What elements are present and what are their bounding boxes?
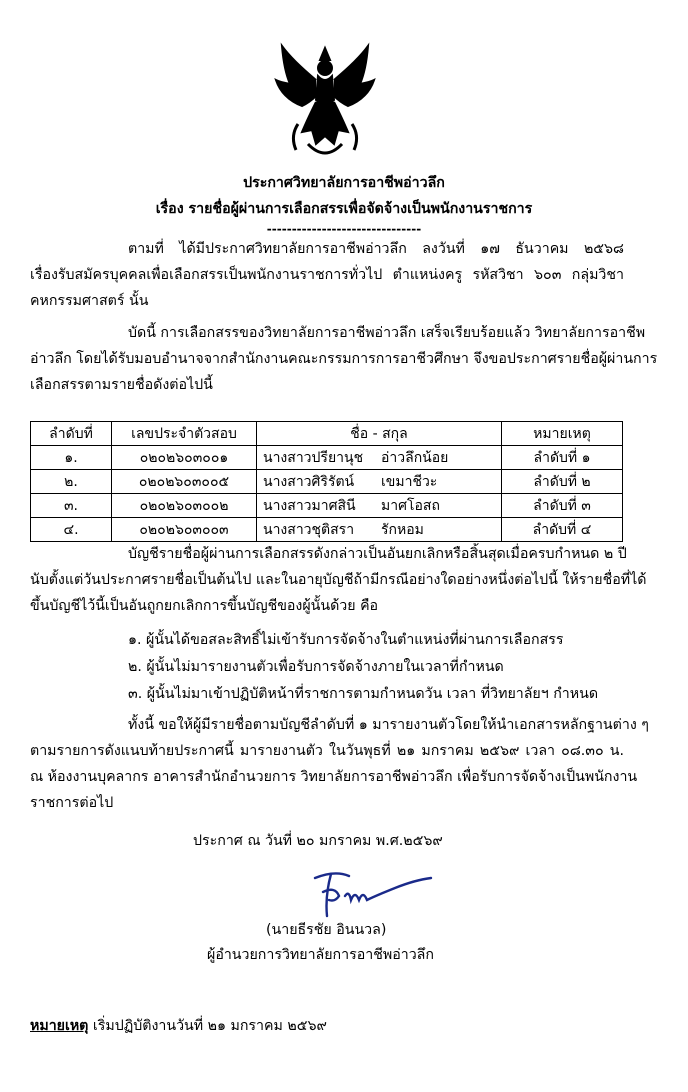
- paragraph-4-line-2: ตามรายการดังแนบท้ายประกาศนี้ มารายงานตัว ในวันพุธที่ ๒๑ มกราคม ๒๕๖๙ เวลา ๐๘.๓๐ น.: [30, 743, 624, 759]
- table-row: [31, 470, 623, 494]
- row-last-name: อ่าวลึกน้อย: [381, 449, 449, 466]
- row-exam-id: ๐๒๐๒๖๐๓๐๐๑: [112, 446, 257, 470]
- row-first-name: นางสาวปรียานุช: [263, 449, 364, 466]
- paragraph-2-line-2: อ่าวลึก โดยได้รับมอบอำนาจจากสำนักงานคณะกรรมการการอาชีวศึกษา จึงขอประกาศรายชื่อผู้ผ่านการ: [30, 351, 658, 367]
- condition-1: ๑. ผู้นั้นได้ขอสละสิทธิ์ไม่เข้ารับการจัดจ้างในตำแหน่งที่ผ่านการเลือกสรร: [128, 632, 564, 648]
- signer-position: ผู้อำนวยการวิทยาลัยการอาชีพอ่าวลึก: [207, 947, 434, 963]
- announce-date: ประกาศ ณ วันที่ ๒๐ มกราคม พ.ศ.๒๕๖๙: [193, 833, 443, 849]
- row-name: [257, 446, 502, 470]
- row-last-name: มาศโอสถ: [381, 497, 440, 514]
- row-name: [257, 518, 502, 542]
- row-first-name: นางสาวชุติสรา: [263, 521, 355, 538]
- signature-icon: [305, 866, 435, 922]
- row-exam-id: ๐๒๐๒๖๐๓๐๐๒: [112, 494, 257, 518]
- paragraph-3-line-2: นับตั้งแต่วันประกาศรายชื่อเป็นต้นไป และในอายุบัญชีถ้ามีกรณีอย่างใดอย่างหนึ่งต่อไปนี้ ให้รายชื่อที่ได้: [30, 572, 647, 588]
- table-row: [31, 518, 623, 542]
- row-order: ๑.: [31, 446, 112, 470]
- announcement-title: ประกาศวิทยาลัยการอาชีพอ่าวลึก: [243, 175, 445, 191]
- paragraph-1-line-2: เรื่องรับสมัครบุคคลเพื่อเลือกสรรเป็นพนักงานราชการทั่วไป ตำแหน่งครู รหัสวิชา ๖๐๓ กลุ่มวิชา: [30, 267, 624, 283]
- footnote-text: เริ่มปฏิบัติงานวันที่ ๒๑ มกราคม ๒๕๖๙: [88, 1018, 327, 1034]
- column-header-name: ชื่อ - สกุล: [257, 422, 502, 446]
- column-header-note: หมายเหตุ: [502, 422, 623, 446]
- title-separator: -------------------------------: [266, 222, 422, 236]
- paragraph-2-line-3: เลือกสรรตามรายชื่อดังต่อไปนี้: [30, 377, 213, 393]
- paragraph-3-line-3: ขึ้นบัญชีไว้นี้เป็นอันถูกยกเลิกการขึ้นบัญชีของผู้นั้นด้วย คือ: [30, 598, 379, 614]
- paragraph-4-line-4: ราชการต่อไป: [30, 795, 114, 811]
- row-order: ๓.: [31, 494, 112, 518]
- paragraph-1-line-1: ตามที่ ได้มีประกาศวิทยาลัยการอาชีพอ่าวลึก ลงวันที่ ๑๗ ธันวาคม ๒๕๖๘: [128, 241, 624, 257]
- row-order: ๒.: [31, 470, 112, 494]
- candidate-table: [30, 421, 623, 542]
- condition-2: ๒. ผู้นั้นไม่มารายงานตัวเพื่อรับการจัดจ้างภายในเวลาที่กำหนด: [128, 659, 504, 675]
- row-last-name: เขมาชีวะ: [381, 473, 438, 490]
- paragraph-1-line-3: คหกรรมศาสตร์ นั้น: [30, 293, 149, 309]
- row-name: [257, 470, 502, 494]
- table-row: [31, 446, 623, 470]
- row-note: ลำดับที่ ๓: [502, 494, 623, 518]
- paragraph-4-line-1: ทั้งนี้ ขอให้ผู้มีรายชื่อตามบัญชีลำดับที่ ๑ มารายงานตัวโดยให้นำเอกสารหลักฐานต่าง ๆ: [128, 717, 649, 733]
- paragraph-4-line-3: ณ ห้องงานบุคลากร อาคารสำนักอำนวยการ วิทยาลัยการอาชีพอ่าวลึก เพื่อรับการจัดจ้างเป็นพนักงาน: [30, 769, 638, 785]
- row-name: [257, 494, 502, 518]
- row-first-name: นางสาวศิริรัตน์: [263, 473, 355, 490]
- row-first-name: นางสาวมาศสินี: [263, 497, 356, 514]
- row-exam-id: ๐๒๐๒๖๐๓๐๐๓: [112, 518, 257, 542]
- row-last-name: รักหอม: [381, 521, 424, 538]
- table-header-row: [31, 422, 623, 446]
- row-order: ๔.: [31, 518, 112, 542]
- footnote: [30, 1013, 327, 1039]
- row-exam-id: ๐๒๐๒๖๐๓๐๐๕: [112, 470, 257, 494]
- condition-3: ๓. ผู้นั้นไม่มาเข้าปฏิบัติหน้าที่ราชการตามกำหนดวัน เวลา ที่วิทยาลัยฯ กำหนด: [128, 686, 599, 702]
- row-note: ลำดับที่ ๔: [502, 518, 623, 542]
- announcement-subject: เรื่อง รายชื่อผู้ผ่านการเลือกสรรเพื่อจัดจ้างเป็นพนักงานราชการ: [155, 201, 533, 217]
- paragraph-3-line-1: บัญชีรายชื่อผู้ผ่านการเลือกสรรดังกล่าวเป็นอันยกเลิกหรือสิ้นสุดเมื่อครบกำหนด ๒ ปี: [128, 546, 627, 562]
- row-note: ลำดับที่ ๒: [502, 470, 623, 494]
- paragraph-2-line-1: บัดนี้ การเลือกสรรของวิทยาลัยการอาชีพอ่าวลึก เสร็จเรียบร้อยแล้ว วิทยาลัยการอาชีพ: [128, 325, 646, 341]
- row-note: ลำดับที่ ๑: [502, 446, 623, 470]
- table-row: [31, 494, 623, 518]
- garuda-emblem-icon: [272, 40, 378, 164]
- signer-name: (นายธีรชัย อินนวล): [266, 922, 387, 938]
- footnote-label: หมายเหตุ: [30, 1018, 89, 1034]
- column-header-exam-id: เลขประจำตัวสอบ: [112, 422, 257, 446]
- column-header-order: ลำดับที่: [31, 422, 112, 446]
